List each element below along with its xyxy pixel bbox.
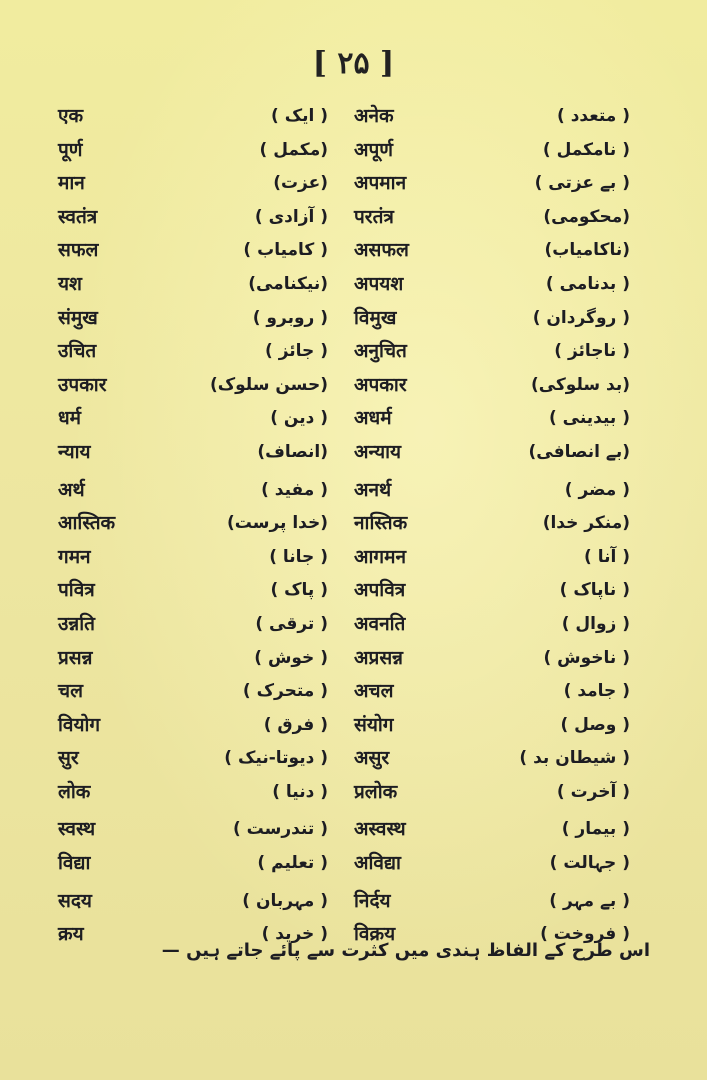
hindi-antonym: अप्रसन्न: [354, 646, 404, 669]
hindi-antonym: अपवित्र: [354, 579, 406, 602]
urdu-antonym-meaning: ( ناجائز ): [554, 341, 630, 362]
urdu-antonym-meaning: ( ناخوش ): [543, 647, 630, 668]
urdu-antonym-meaning: (بے انصافی): [528, 441, 630, 462]
hindi-word: उचित: [58, 340, 97, 363]
word-pair-row: [0, 507, 707, 541]
word-pair-row: [0, 776, 707, 810]
hindi-word: सदय: [58, 889, 92, 912]
hindi-antonym: परतंत्र: [354, 205, 394, 228]
urdu-antonym-meaning: (محکومی): [543, 206, 630, 227]
word-pair-row: [0, 642, 707, 676]
hindi-antonym: अनर्थ: [354, 478, 392, 501]
urdu-antonym-meaning: ( جہالت ): [549, 853, 630, 874]
urdu-meaning: ( جائز ): [265, 341, 328, 362]
urdu-antonym-meaning: ( بیمار ): [561, 819, 630, 840]
urdu-antonym-meaning: ( آخرت ): [556, 781, 630, 802]
word-pair-row: [0, 709, 707, 743]
urdu-meaning: ( آزادی ): [254, 206, 328, 227]
word-pair-row: [0, 134, 707, 168]
urdu-antonym-meaning: ( آنا ): [584, 546, 630, 567]
hindi-antonym: अविद्या: [354, 852, 401, 875]
urdu-meaning: ( دنیا ): [272, 781, 328, 802]
hindi-antonym: विमुख: [354, 306, 397, 329]
urdu-antonym-meaning: (منکر خدا): [542, 513, 630, 534]
urdu-meaning: (خدا پرست): [226, 513, 328, 534]
urdu-antonym-meaning: ( بے عزتی ): [534, 173, 630, 194]
hindi-word: सुर: [58, 747, 79, 770]
word-pair-row: [0, 100, 707, 134]
hindi-word: न्याय: [58, 440, 91, 463]
urdu-meaning: ( فرق ): [263, 714, 328, 735]
word-pair-row: [0, 885, 707, 919]
hindi-word: संमुख: [58, 306, 98, 329]
hindi-word: लोक: [58, 780, 91, 803]
hindi-antonym: अपमान: [354, 172, 407, 195]
hindi-antonym: निर्दय: [354, 889, 391, 912]
urdu-meaning: ( کامیاب ): [243, 240, 328, 261]
urdu-meaning: ( دین ): [270, 408, 328, 429]
urdu-antonym-meaning: ( روگردان ): [532, 307, 630, 328]
word-pair-row: [0, 675, 707, 709]
hindi-word: उपकार: [58, 373, 107, 396]
hindi-antonym: अधर्म: [354, 407, 392, 430]
word-pairs-list: [0, 100, 707, 952]
urdu-meaning: ( مہربان ): [242, 890, 328, 911]
urdu-antonym-meaning: ( متعدد ): [557, 106, 630, 126]
hindi-word: मान: [58, 172, 85, 195]
urdu-meaning: ( تعلیم ): [257, 853, 328, 874]
word-pair-row: [0, 847, 707, 881]
urdu-meaning: ( ایک ): [271, 106, 328, 126]
hindi-antonym: अनेक: [354, 105, 394, 127]
urdu-antonym-meaning: ( زوال ): [561, 613, 630, 634]
urdu-antonym-meaning: ( جامد ): [563, 681, 630, 702]
hindi-word: अर्थ: [58, 478, 85, 501]
hindi-word: पवित्र: [58, 579, 95, 602]
hindi-word: स्वस्थ: [58, 818, 96, 841]
hindi-word: प्रसन्न: [58, 646, 93, 669]
hindi-antonym: अवनति: [354, 612, 406, 635]
word-pair-row: [0, 574, 707, 608]
hindi-antonym: नास्तिक: [354, 512, 408, 535]
hindi-word: क्रय: [58, 923, 84, 946]
word-pair-row: [0, 201, 707, 235]
hindi-word: पूर्ण: [58, 138, 83, 161]
urdu-antonym-meaning: ( وصل ): [560, 714, 630, 735]
urdu-antonym-meaning: ( نامکمل ): [542, 139, 630, 160]
hindi-antonym: अन्याय: [354, 440, 402, 463]
word-pair-row: [0, 608, 707, 642]
word-pair-row: [0, 369, 707, 403]
hindi-antonym: असुर: [354, 747, 390, 770]
hindi-antonym: संयोग: [354, 713, 394, 736]
urdu-meaning: ( خوش ): [254, 647, 328, 668]
urdu-meaning: (مکمل ): [259, 139, 328, 160]
word-pair-row: [0, 167, 707, 201]
urdu-antonym-meaning: ( فروخت ): [540, 924, 630, 945]
footer-note: اس طرح کے الفاظ ہندی میں کثرت سے پائے جاتے ہیں —: [161, 940, 650, 961]
urdu-meaning: ( جانا ): [269, 546, 328, 567]
urdu-meaning: (نیکنامی): [248, 273, 328, 294]
urdu-meaning: ( ترقی ): [255, 613, 328, 634]
hindi-word: विद्या: [58, 852, 91, 875]
hindi-antonym: प्रलोक: [354, 780, 398, 803]
word-pair-row: [0, 541, 707, 575]
hindi-antonym: अचल: [354, 680, 394, 703]
urdu-antonym-meaning: ( شیطان بد ): [519, 748, 630, 769]
word-pair-row: [0, 813, 707, 847]
hindi-antonym: अपयश: [354, 272, 404, 295]
urdu-meaning: (عزت): [273, 173, 328, 194]
hindi-word: एक: [58, 105, 84, 127]
word-pair-row: [0, 436, 707, 470]
hindi-word: यश: [58, 272, 82, 295]
hindi-word: स्वतंत्र: [58, 205, 98, 228]
hindi-word: गमन: [58, 545, 91, 568]
hindi-antonym: विक्रय: [354, 923, 396, 946]
urdu-meaning: ( تندرست ): [232, 819, 328, 840]
urdu-antonym-meaning: ( مضر ): [564, 479, 630, 500]
hindi-word: चल: [58, 680, 83, 703]
urdu-antonym-meaning: ( بیدینی ): [548, 408, 630, 429]
hindi-antonym: अनुचित: [354, 340, 407, 363]
word-pair-row: [0, 268, 707, 302]
word-pair-row: [0, 474, 707, 508]
urdu-antonym-meaning: ( بے مہر ): [549, 890, 630, 911]
urdu-meaning: ( مفید ): [261, 479, 328, 500]
hindi-antonym: अपकार: [354, 373, 407, 396]
urdu-meaning: ( دیوتا-نیک ): [224, 748, 328, 769]
urdu-meaning: (انصاف): [257, 441, 328, 462]
word-pair-row: [0, 335, 707, 369]
urdu-antonym-meaning: (بد سلوکی): [530, 374, 630, 395]
hindi-word: सफल: [58, 239, 99, 262]
urdu-antonym-meaning: (ناکامیاب): [544, 240, 630, 261]
hindi-antonym: अपूर्ण: [354, 138, 394, 161]
word-pair-row: [0, 742, 707, 776]
hindi-word: आस्तिक: [58, 512, 116, 535]
urdu-antonym-meaning: ( ناپاک ): [559, 580, 630, 601]
hindi-word: उन्नति: [58, 612, 95, 635]
hindi-antonym: अस्वस्थ: [354, 818, 406, 841]
word-pair-row: [0, 234, 707, 268]
urdu-meaning: ( روبرو ): [252, 307, 328, 328]
word-pair-row: [0, 302, 707, 336]
urdu-meaning: (حسن سلوک): [209, 374, 328, 395]
urdu-meaning: ( پاک ): [270, 580, 328, 601]
urdu-meaning: ( متحرک ): [242, 681, 328, 702]
hindi-word: वियोग: [58, 713, 101, 736]
hindi-word: धर्म: [58, 407, 82, 430]
page-number: [ ۲۵ ]: [312, 46, 395, 81]
word-pair-row: [0, 402, 707, 436]
urdu-antonym-meaning: ( بدنامی ): [545, 273, 630, 294]
hindi-antonym: आगमन: [354, 545, 407, 568]
urdu-meaning: ( خرید ): [261, 924, 328, 945]
hindi-antonym: असफल: [354, 239, 409, 262]
